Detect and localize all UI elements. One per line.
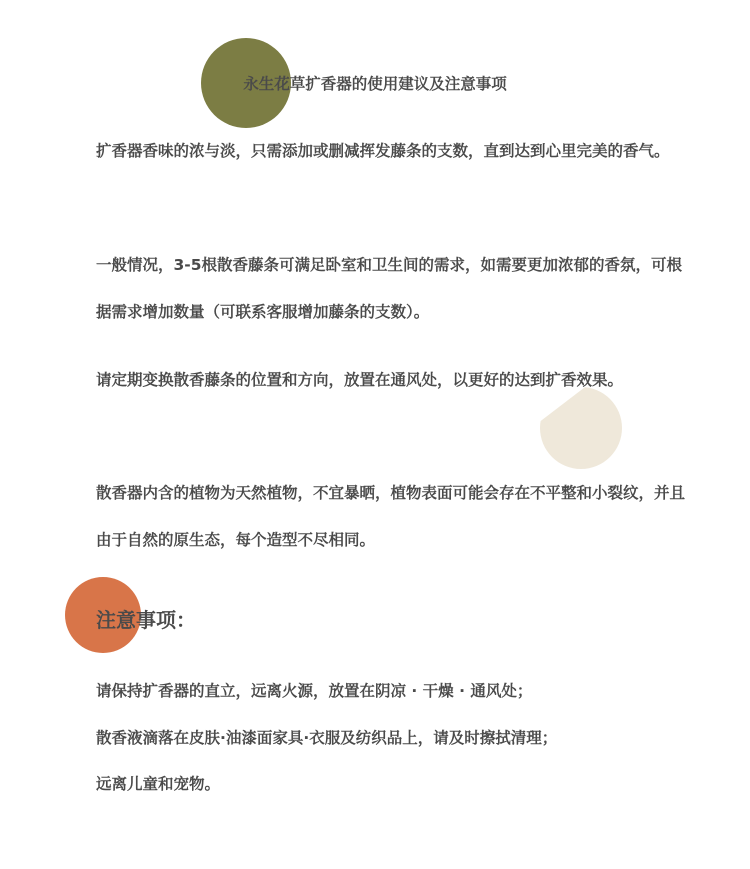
- paragraph-placement: 请定期变换散香藤条的位置和方向，放置在通风处，以更好的达到扩香效果。: [96, 371, 624, 389]
- note-item: 远离儿童和宠物。: [96, 775, 221, 793]
- paragraph-intensity: 扩香器香味的浓与淡，只需添加或删减挥发藤条的支数，直到达到心里完美的香气。: [96, 142, 670, 160]
- note-item: 散香液滴落在皮肤·油漆面家具·衣服及纺织品上，请及时擦拭清理；: [96, 729, 558, 747]
- note-item: 请保持扩香器的直立，远离火源，放置在阴凉 · 干燥 · 通风处；: [96, 682, 533, 700]
- paragraph-quantity: 一般情况，3-5根散香藤条可满足卧室和卫生间的需求，如需要更加浓郁的香氛，可根据需求增加数量（可联系客服增加藤条的支数）。: [96, 256, 683, 321]
- paragraph-natural-plants: 散香器内含的植物为天然植物，不宜暴晒，植物表面可能会存在不平整和小裂纹，并且由于自然的原生态，每个造型不尽相同。: [96, 484, 686, 549]
- page-title: 永生花草扩香器的使用建议及注意事项: [243, 75, 507, 93]
- notes-heading: 注意事项：: [96, 608, 196, 632]
